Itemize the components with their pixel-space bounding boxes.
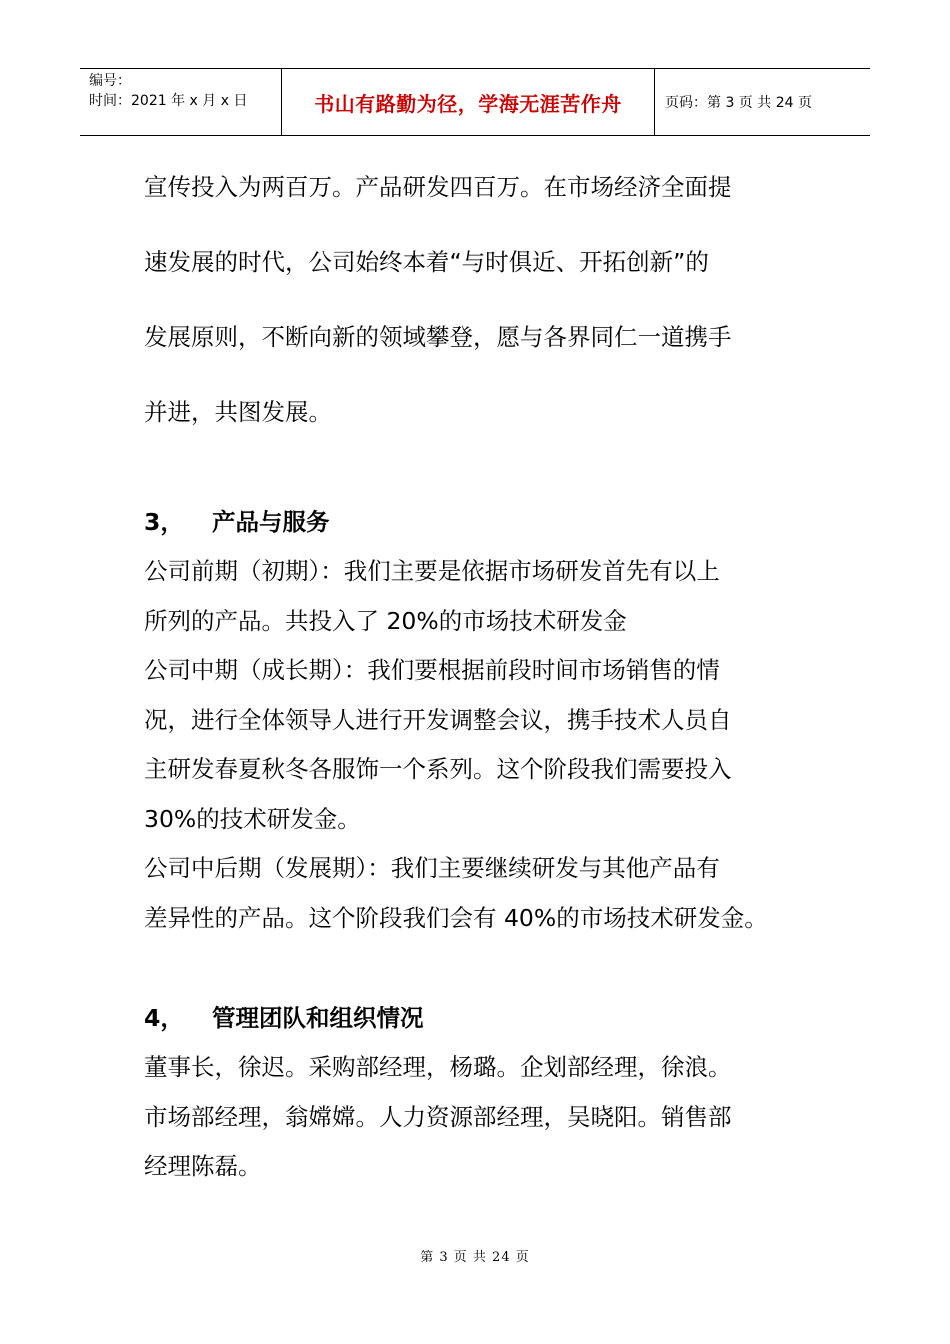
section-number: 4， [144, 1004, 184, 1032]
section-management-team [144, 993, 824, 1192]
section-title: 产品与服务 [212, 508, 330, 536]
paragraph-line: 公司中期（成长期）：我们要根据前段时间市场销售的情 [144, 656, 720, 684]
paragraph-line: 并进，共图发展。 [144, 398, 332, 426]
paragraph-line: 经理陈磊。 [144, 1152, 262, 1180]
section-heading [144, 497, 824, 547]
header-page-info: 页码：第 3 页 共 24 页 [665, 95, 812, 111]
paragraph-line: 董事长，徐迟。采购部经理，杨璐。企划部经理，徐浪。 [144, 1053, 732, 1081]
header-meta [80, 69, 282, 135]
page-header [80, 68, 870, 136]
paragraph-line: 况，进行全体领导人进行开发调整会议，携手技术人员自 [144, 705, 732, 734]
section-title: 管理团队和组织情况 [212, 1004, 424, 1032]
paragraph-line: 宣传投入为两百万。产品研发四百万。在市场经济全面提 [144, 173, 732, 201]
paragraph-line: 市场部经理，翁嫦嫦。人力资源部经理，吴晓阳。销售部 [144, 1102, 732, 1131]
paragraph-line: 速发展的时代，公司始终本着“与时俱近、开拓创新”的 [144, 248, 709, 276]
paragraph-line: 所列的产品。共投入了 20%的市场技术研发金 [144, 606, 627, 635]
paragraph-line: 差异性的产品。这个阶段我们会有 40%的市场技术研发金。 [144, 903, 768, 932]
intro-paragraph [144, 160, 824, 460]
page-footer: 第 3 页 共 24 页 [420, 1250, 530, 1265]
document-number-label: 编号： [89, 73, 131, 89]
paragraph-line: 发展原则，不断向新的领域攀登，愿与各界同仁一道携手 [144, 323, 732, 351]
paragraph-line: 主研发春夏秋冬各服饰一个系列。这个阶段我们需要投入 [144, 755, 732, 783]
paragraph-line: 公司中后期（发展期）：我们主要继续研发与其他产品有 [144, 854, 720, 882]
paragraph-line: 30%的技术研发金。 [144, 804, 361, 833]
section-number: 3， [144, 508, 184, 536]
document-date: 时间：2021 年 x 月 x 日 [89, 93, 248, 109]
section-products-services [144, 497, 824, 943]
header-motto: 书山有路勤为径，学海无涯苦作舟 [282, 69, 655, 135]
paragraph-line: 公司前期（初期）：我们主要是依据市场研发首先有以上 [144, 557, 720, 585]
document-body [144, 160, 824, 1192]
section-heading [144, 993, 824, 1043]
